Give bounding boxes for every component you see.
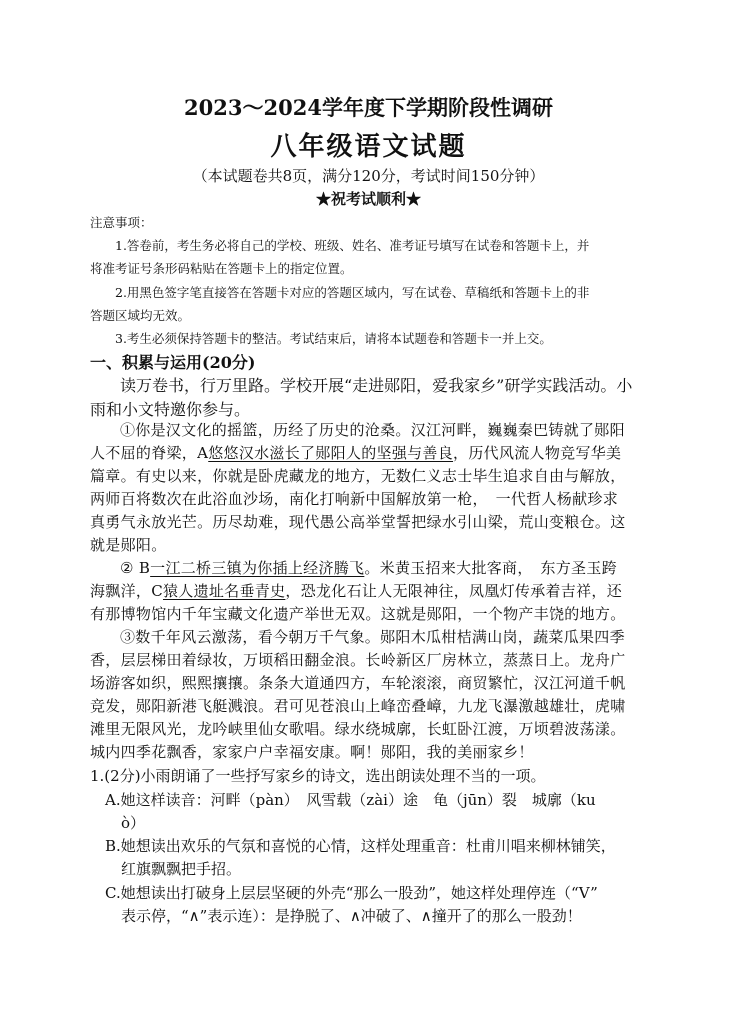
option-b-line: 红旗飘飘把手招。 (121, 860, 242, 878)
exam-subject-title: 八年级语文试题 (270, 132, 467, 162)
option-c-line: 表示停，“∧”表示连）：是挣脱了、∧冲破了、∧撞开了的那么一股劲！ (121, 907, 582, 925)
exam-period-title: 2023～2024学年度下学期阶段性调研 (184, 95, 553, 120)
passage-line: 就是郧阳。 (90, 536, 167, 554)
passage-line: 有那博物馆内千年宝藏文化遗产举世无双。这就是郧阳，一个物产丰饶的地方。 (90, 605, 626, 623)
option-c-line: C.她想读出打破身上层层坚硬的外壳“那么一股劲”，她这样处理停连（“V” (105, 884, 598, 902)
passage-text: 。米黄玉招来大批客商， 东方圣玉跨 (364, 559, 617, 577)
passage-line: 城内四季花飘香，家家户户幸福安康。啊！郧阳，我的美丽家乡！ (90, 743, 534, 761)
notice-line: 3.考生必须保持答题卡的整洁。考试结束后，请将本试题卷和答题卡一并上交。 (115, 331, 552, 346)
underlined-sentence-b: 一江二桥三镇为你插上经济腾飞 (150, 559, 365, 577)
exam-blessing: ★祝考试顺利★ (315, 190, 421, 208)
passage-text: ，历代风流人物竞写华美 (453, 444, 622, 462)
section-heading: 一、积累与运用(20分) (90, 353, 256, 372)
passage-text: 海飘洋，C (90, 582, 163, 600)
notice-line: 1.答卷前，考生务必将自己的学校、班级、姓名、准考证号填写在试卷和答题卡上，并 (115, 238, 590, 253)
notice-line: 2.用黑色签字笔直接答在答题卡对应的答题区域内，写在试卷、草稿纸和答题卡上的非 (115, 285, 590, 300)
passage-line: ③数千年风云激荡，看今朝万千气象。郧阳木瓜柑桔满山岗，蔬菜瓜果四季 (120, 628, 625, 646)
passage-line: ①你是汉文化的摇篮，历经了历史的沧桑。汉江河畔，巍巍秦巴铸就了郧阳 (120, 421, 625, 439)
passage-line: 香，层层梯田着绿妆，万顷稻田翻金浪。长岭新区厂房林立，蒸蒸日上。龙舟广 (90, 651, 626, 669)
section-intro-line: 读万卷书，行万里路。学校开展“走进郧阳，爱我家乡”研学实践活动。小 (120, 376, 633, 395)
passage-text: ，恐龙化石让人无限神往，凤凰灯传承着吉祥，还 (285, 582, 622, 600)
passage-line: 真勇气永放光芒。历尽劫难，现代愚公高举堂誓把绿水引山梁，荒山变粮仓。这 (90, 513, 626, 531)
passage-line (90, 580, 622, 601)
section-intro-line: 雨和小文特邀你参与。 (90, 400, 251, 419)
passage-line (120, 557, 617, 578)
passage-line: 滩里无限风光，龙吟峡里仙女歌唱。绿水绕城廓，长虹卧江渡，万顷碧波荡漾。 (90, 720, 626, 738)
passage-line: 场游客如织，熙熙攘攘。条条大道通四方，车轮滚滚，商贸繁忙，汉江河道千帆 (90, 674, 626, 692)
notice-heading: 注意事项： (90, 215, 153, 230)
passage-text: ② B (120, 559, 151, 577)
option-a-line: A.她这样读音：河畔（pàn） 风雪载（zài）途 龟（jūn）裂 城廓（ku (105, 791, 596, 809)
exam-info-subtitle: （本试题卷共8页，满分120分，考试时间150分钟） (192, 167, 545, 185)
option-a-line: ò） (121, 814, 146, 832)
option-b-line: B.她想读出欢乐的气氛和喜悦的心情，这样处理重音：杜甫川唱来柳林铺笑， (105, 837, 616, 855)
passage-line: 篇章。有史以来，你就是卧虎藏龙的地方，无数仁义志士毕生追求自由与解放， (90, 467, 626, 485)
passage-line: 竞发，郧阳新港飞艇溅浪。君可见苍浪山上峰峦叠嶂，九龙飞瀑激越雄壮，虎啸 (90, 697, 626, 715)
question-stem: 1.(2分)小雨朗诵了一些抒写家乡的诗文，选出朗读处理不当的一项。 (90, 767, 546, 785)
notice-line: 将准考证号条形码粘贴在答题卡上的指定位置。 (90, 261, 353, 276)
passage-text: 人不屈的脊梁，A (90, 444, 209, 462)
notice-line: 答题区域均无效。 (90, 308, 191, 323)
passage-line: 两师百将数次在此浴血沙场，南化打响新中国解放第一枪， 一代哲人杨献珍求 (90, 490, 619, 508)
passage-line (90, 442, 621, 463)
underlined-sentence-a: 悠悠汉水滋长了郧阳人的坚强与善良 (208, 444, 454, 462)
underlined-sentence-c: 猿人遗址名垂青史 (162, 582, 286, 600)
